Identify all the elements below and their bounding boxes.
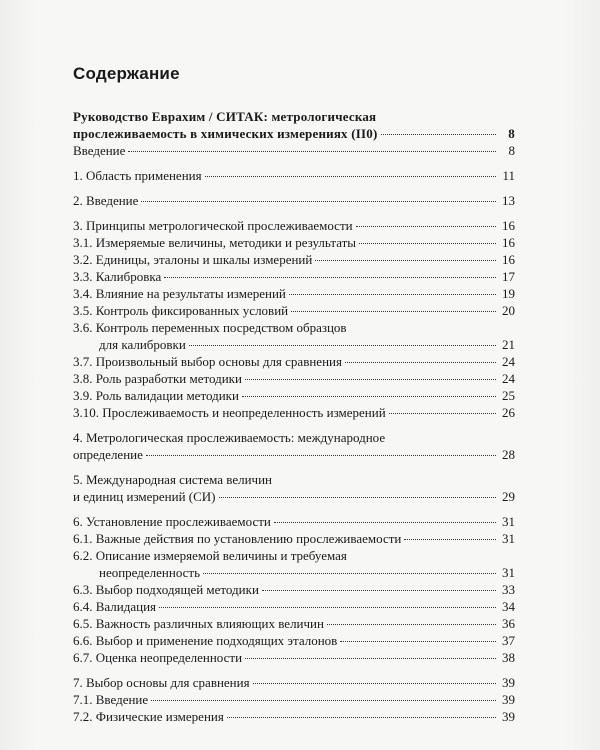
toc-entry [73, 251, 515, 268]
toc-entry [73, 632, 515, 649]
toc-entry-line [73, 581, 515, 598]
toc-page-number: 13 [502, 193, 515, 208]
toc-entry-title: 6.3. Выбор подходящей методики [73, 582, 259, 597]
toc-entry-line [73, 234, 515, 251]
toc-page-number: 31 [502, 531, 515, 546]
toc-entry [73, 217, 515, 234]
dot-leader [315, 260, 496, 261]
toc-page-number: 16 [502, 218, 515, 233]
dot-leader [189, 345, 496, 346]
toc-entry [73, 581, 515, 598]
dot-leader [289, 294, 496, 295]
toc-entry-title: 3.9. Роль валидации методики [73, 388, 239, 403]
dot-leader [164, 277, 496, 278]
toc-entry [73, 513, 515, 530]
toc-entry [73, 649, 515, 666]
toc-entry-line [73, 513, 515, 530]
toc-entry-title: 6.1. Важные действия по установлению прослеживаемости [73, 531, 402, 546]
toc-entry-line [73, 192, 515, 209]
toc-entry-title: 3.5. Контроль фиксированных условий [73, 303, 289, 318]
toc-entry-line [73, 302, 515, 319]
dot-leader [327, 624, 496, 625]
toc-entry-line [73, 387, 515, 404]
toc-page-number: 24 [502, 354, 515, 369]
dot-leader [262, 590, 496, 591]
toc-entry-line [73, 167, 515, 184]
dot-leader [356, 226, 496, 227]
toc-page-number: 19 [502, 286, 515, 301]
toc-entry [73, 530, 515, 547]
toc-page-number: 16 [502, 252, 515, 267]
toc-entry-title: 3.2. Единицы, эталоны и шкалы измерений [73, 252, 313, 267]
toc-entry-title: для калибровки [99, 337, 186, 352]
dot-leader [274, 522, 496, 523]
toc-entry-title: 6.7. Оценка неопределенности [73, 650, 243, 665]
toc-entry-line [73, 353, 515, 370]
toc-page-number: 34 [502, 599, 515, 614]
toc-entry [73, 142, 515, 159]
dot-leader [128, 151, 496, 152]
toc-entry-line [73, 708, 515, 725]
toc-entry [73, 471, 515, 505]
dot-leader [404, 539, 496, 540]
toc-entry [73, 108, 515, 142]
dot-leader [389, 413, 496, 414]
toc-page-number: 37 [502, 633, 515, 648]
toc-page-number: 29 [502, 489, 515, 504]
toc-entry [73, 708, 515, 725]
toc-page-number: 26 [502, 405, 515, 420]
toc-entry-line [73, 108, 515, 125]
toc-entry-line [73, 217, 515, 234]
toc-entry-title: 7.1. Введение [73, 692, 149, 707]
toc-entry-title: 6. Установление прослеживаемости [73, 514, 271, 529]
toc-entry-title: 3.4. Влияние на результаты измерений [73, 286, 286, 301]
toc-entry [73, 353, 515, 370]
toc-entry-title: 3. Принципы метрологической прослеживаемости [73, 218, 353, 233]
toc-heading: Содержание [73, 64, 180, 83]
toc-entry [73, 319, 515, 353]
dot-leader [151, 700, 496, 701]
dot-leader [203, 573, 496, 574]
toc-entry-title: неопределенность [99, 565, 201, 580]
toc-entry-line [73, 649, 515, 666]
toc-page-number: 36 [502, 616, 515, 631]
toc-entry [73, 598, 515, 615]
toc-entry [73, 285, 515, 302]
toc-entry-line [73, 615, 515, 632]
toc-page-number: 31 [502, 514, 515, 529]
toc-page-number: 25 [502, 388, 515, 403]
dot-leader [227, 717, 496, 718]
toc-entry-title: прослеживаемость в химических измерениях (II0) [73, 126, 378, 141]
toc-entry [73, 404, 515, 421]
toc-entry-line [73, 471, 515, 488]
toc-entry-line [73, 125, 515, 142]
toc-entry [73, 547, 515, 581]
toc-page-number: 24 [502, 371, 515, 386]
table-of-contents [73, 108, 515, 725]
toc-entry [73, 302, 515, 319]
toc-entry-title: 6.4. Валидация [73, 599, 157, 614]
dot-leader [245, 379, 496, 380]
dot-leader [245, 658, 496, 659]
toc-page-number: 39 [502, 709, 515, 724]
dot-leader [381, 134, 497, 135]
dot-leader [141, 201, 496, 202]
toc-page-number: 39 [502, 692, 515, 707]
toc-entry [73, 615, 515, 632]
toc-entry-line [73, 319, 515, 336]
toc-entry-title: 5. Международная система величин [73, 472, 273, 487]
toc-entry-title: 2. Введение [73, 193, 139, 208]
toc-entry-line [73, 404, 515, 421]
toc-entry [73, 268, 515, 285]
toc-entry-title: Введение [73, 143, 126, 158]
dot-leader [340, 641, 496, 642]
toc-entry-line [73, 142, 515, 159]
toc-entry-title: 3.7. Произвольный выбор основы для сравнения [73, 354, 342, 369]
toc-entry [73, 370, 515, 387]
toc-page-number: 31 [502, 565, 515, 580]
toc-entry-title: 3.3. Калибровка [73, 269, 162, 284]
toc-page-number: 21 [502, 337, 515, 352]
toc-entry-title: Руководство Евраxим / СИТАК: метрологическая [73, 109, 377, 124]
dot-leader [359, 243, 496, 244]
dot-leader [146, 455, 496, 456]
toc-page-number: 16 [502, 235, 515, 250]
toc-entry-title: 6.5. Важность различных влияющих величин [73, 616, 324, 631]
toc-entry-title: 7. Выбор основы для сравнения [73, 675, 250, 690]
toc-entry-title: 4. Метрологическая прослеживаемость: международное [73, 430, 386, 445]
toc-page-number: 8 [508, 143, 515, 158]
toc-entry-title: 1. Область применения [73, 168, 202, 183]
toc-entry-line [73, 268, 515, 285]
dot-leader [219, 497, 496, 498]
toc-page-number: 11 [502, 168, 515, 183]
toc-entry-line [73, 691, 515, 708]
toc-entry-line [73, 370, 515, 387]
toc-entry-title: 6.2. Описание измеряемой величины и требуемая [73, 548, 347, 563]
toc-entry-title: 6.6. Выбор и применение подходящих эталонов [73, 633, 338, 648]
toc-page-number: 17 [502, 269, 515, 284]
toc-entry-line [73, 285, 515, 302]
toc-entry-title: 7.2. Физические измерения [73, 709, 224, 724]
toc-entry [73, 192, 515, 209]
toc-entry-line [73, 336, 515, 353]
toc-entry-title: 3.6. Контроль переменных посредством образцов [73, 320, 347, 335]
toc-page-number: 20 [502, 303, 515, 318]
toc-page-number: 28 [502, 447, 515, 462]
toc-entry-line [73, 674, 515, 691]
toc-entry [73, 674, 515, 691]
toc-entry [73, 429, 515, 463]
toc-page-number: 38 [502, 650, 515, 665]
toc-page-number: 8 [508, 126, 515, 141]
toc-entry-title: 3.10. Прослеживаемость и неопределенность измерений [73, 405, 386, 420]
toc-entry-title: определение [73, 447, 143, 462]
toc-entry-line [73, 446, 515, 463]
toc-entry-line [73, 530, 515, 547]
dot-leader [205, 176, 496, 177]
dot-leader [345, 362, 496, 363]
toc-entry-line [73, 564, 515, 581]
dot-leader [159, 607, 496, 608]
toc-entry-title: 3.1. Измеряемые величины, методики и результаты [73, 235, 357, 250]
toc-entry-line [73, 429, 515, 446]
toc-entry [73, 167, 515, 184]
toc-entry [73, 234, 515, 251]
dot-leader [242, 396, 496, 397]
toc-entry-line [73, 598, 515, 615]
dot-leader [253, 683, 496, 684]
toc-entry [73, 387, 515, 404]
toc-entry-line [73, 251, 515, 268]
toc-entry-title: 3.8. Роль разработки методики [73, 371, 242, 386]
toc-page-number: 33 [502, 582, 515, 597]
toc-entry-line [73, 488, 515, 505]
toc-page-number: 39 [502, 675, 515, 690]
toc-entry-line [73, 632, 515, 649]
dot-leader [291, 311, 496, 312]
toc-entry-title: и единиц измерений (СИ) [73, 489, 216, 504]
toc-entry [73, 691, 515, 708]
toc-entry-line [73, 547, 515, 564]
